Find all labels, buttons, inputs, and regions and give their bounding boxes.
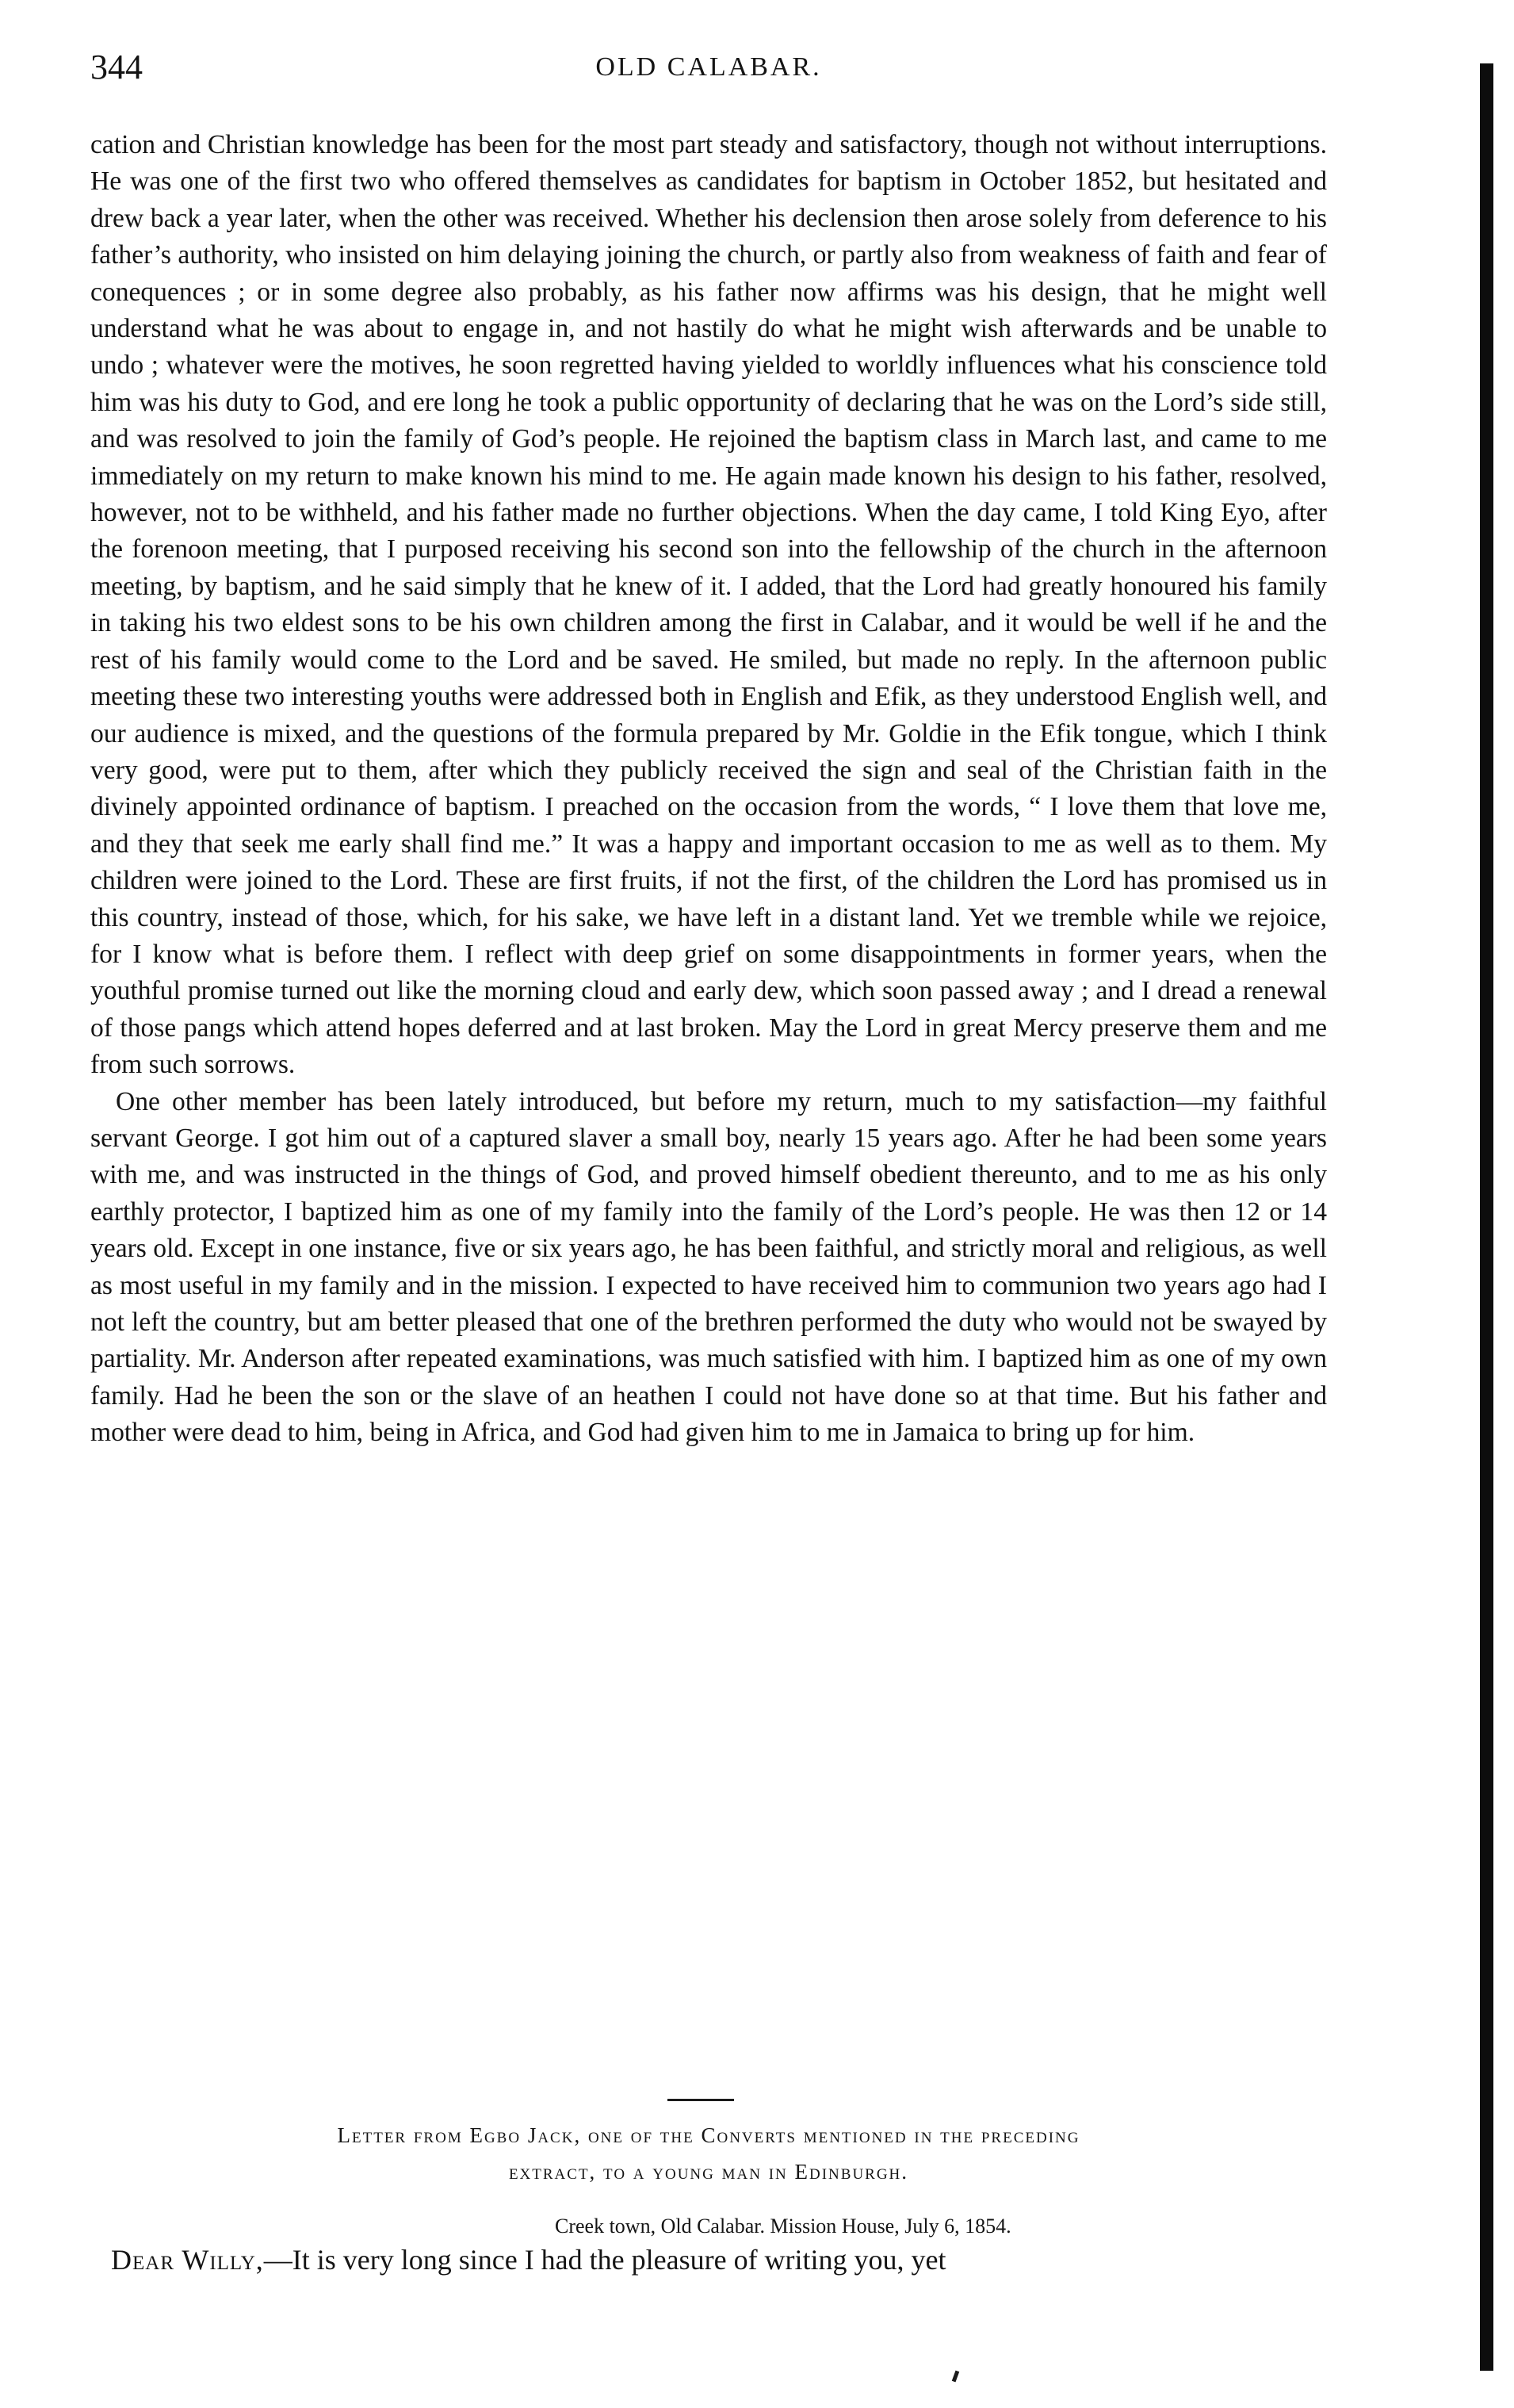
body-text bbox=[90, 127, 1327, 1452]
letter-heading-line-1: Letter from Egbo Jack, one of the Converts mentioned in the preceding bbox=[337, 2123, 1080, 2147]
page-header bbox=[90, 40, 1327, 95]
page-number: 344 bbox=[90, 48, 143, 86]
letter-dateline: Creek town, Old Calabar. Mission House, July 6, 1854. bbox=[555, 2215, 1011, 2238]
running-head: OLD CALABAR. bbox=[595, 52, 822, 82]
letter-opening-line bbox=[111, 2241, 1327, 2279]
paragraph-continued: cation and Christian knowledge has been for the most part steady and satisfactory, though not without interruptions. He was one of the first two who offered themselves as candidates for baptism in October 1852, but hesitated and drew back a year later, when the other was received. Whether his declension then arose solely from deference to his father’s authority, who insisted on him delaying joining the church, or partly also from weakness of faith and fear of conequences ; or in some degree also probably, as his father now affirms was his design, that he might well understand what he was about to engage in, and not hastily do what he might wish afterwards and be unable to undo ; whatever were the motives, he soon regretted having yielded to worldly influences what his conscience told him was his duty to God, and ere long he took a public opportunity of declaring that he was on the Lord’s side still, and was resolved to join the family of God’s people. He rejoined the baptism class in March last, and came to me immediately on my return to make known his mind to me. He again made known his design to his father, resolved, however, not to be withheld, and his father made no further objections. When the day came, I told King Eyo, after the forenoon meeting, that I purposed receiving his second son into the fellowship of the church in the afternoon meeting, by baptism, and he said simply that he knew of it. I added, that the Lord had greatly honoured his family in taking his two eldest sons to be his own children among the first in Calabar, and it would be well if he and the rest of his family would come to the Lord and be saved. He smiled, but made no reply. In the afternoon public meeting these two interesting youths were addressed both in English and Efik, as they understood English well, and our audience is mixed, and the questions of the formula prepared by Mr. Goldie in the Efik tongue, which I think very good, were put to them, after which they publicly received the sign and seal of the Christian faith in the divinely appointed ordinance of baptism. I preached on the occasion from the words, “ I love them that love me, and they that seek me early shall find me.” It was a happy and important occasion to me as well as to them. My children were joined to the Lord. These are first fruits, if not the first, of the children the Lord has promised us in this country, instead of those, which, for his sake, we have left in a distant land. Yet we tremble while we rejoice, for I know what is before them. I reflect with deep grief on some disappointments in former years, when the youthful promise turned out like the morning cloud and early dew, which soon passed away ; and I dread a renewal of those pangs which attend hopes deferred and at last broken. May the Lord in great Mercy preserve them and me from such sorrows. bbox=[90, 130, 1327, 1080]
letter-heading bbox=[90, 2117, 1327, 2190]
section-divider bbox=[667, 2099, 734, 2101]
paragraph-george: One other member has been lately introduced, but before my return, much to my satisfaction—my faithful servant George. I got him out of a captured slaver a small boy, nearly 15 years ago. After he had been some years with me, and was instructed in the things of God, and proved himself obedient thereunto, and to me as his only earthly protector, I baptized him as one of my family into the family of the Lord’s people. He was then 12 or 14 years old. Except in one instance, five or six years ago, he has been faithful, and strictly moral and religious, as well as most useful in my family and in the mission. I expected to have received him to communion two years ago had I not left the country, but am better pleased that one of the brethren performed the duty who would not be swayed by partiality. Mr. Anderson after repeated examinations, was much satisfied with him. I baptized him as one of my own family. Had he been the son or the slave of an heathen I could not have done so at that time. But his father and mother were dead to him, being in Africa, and God had given him to me in Jamaica to bring up for him. bbox=[90, 1086, 1327, 1448]
letter-salutation: Dear Willy, bbox=[111, 2244, 264, 2276]
stray-ink-mark bbox=[952, 2371, 959, 2383]
letter-heading-line-2: extract, to a young man in Edinburgh. bbox=[508, 2160, 909, 2184]
scan-margin-bar bbox=[1480, 63, 1493, 2371]
letter-opening-text: —It is very long since I had the pleasure of writing you, yet bbox=[263, 2244, 946, 2276]
